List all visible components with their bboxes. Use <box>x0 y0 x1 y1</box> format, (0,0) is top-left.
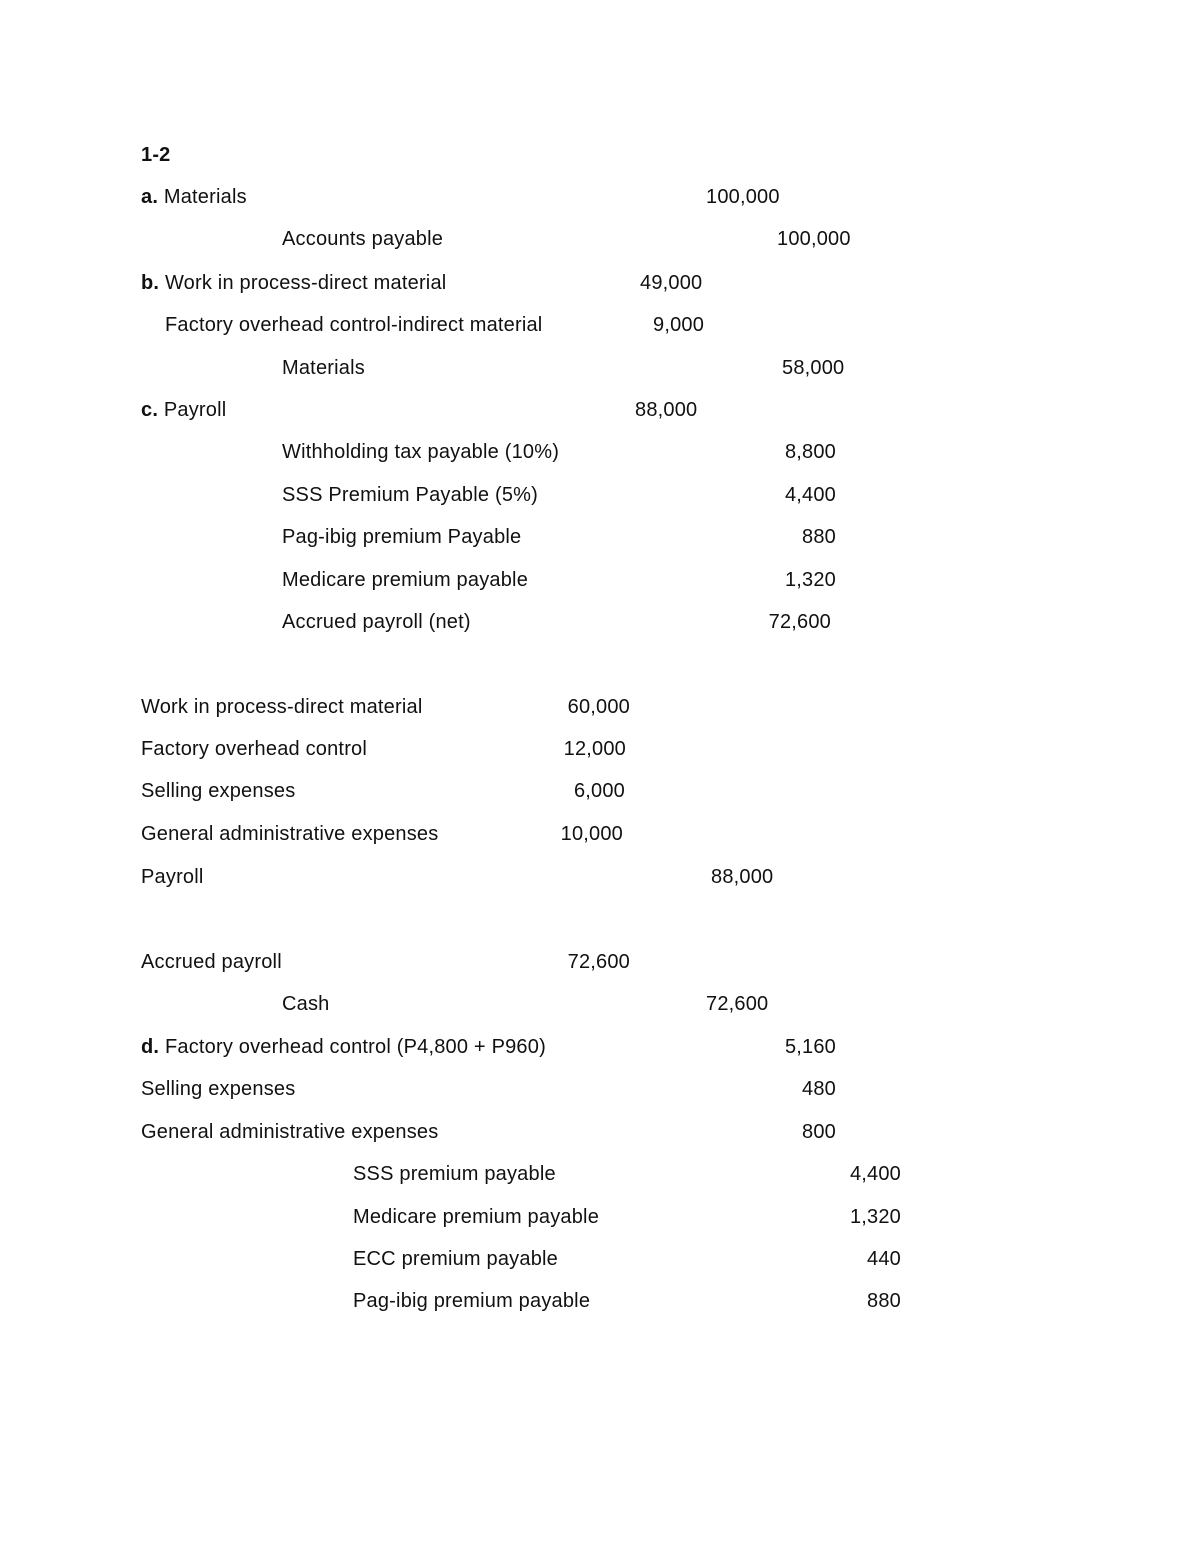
problem-number: 1-2 <box>141 144 171 166</box>
distribution-debit-amount: 6,000 <box>573 780 625 802</box>
entry-a-credit-amount: 100,000 <box>777 228 851 250</box>
entry-a-debit-line <box>141 185 247 209</box>
entry-c-credit-account: Medicare premium payable <box>282 569 529 591</box>
entry-d-credit-amount: 880 <box>867 1290 901 1312</box>
payment-credit-amount: 72,600 <box>706 993 769 1015</box>
distribution-credit-amount: 88,000 <box>711 866 774 888</box>
distribution-debit-account: Factory overhead control <box>141 738 368 760</box>
entry-c-credit-account: Accrued payroll (net) <box>282 611 471 633</box>
entry-c-debit-line <box>141 398 226 422</box>
entry-c-credit-amount: 72,600 <box>768 611 831 633</box>
payment-debit-account: Accrued payroll <box>141 951 282 973</box>
entry-d-credit-account: Medicare premium payable <box>353 1206 600 1228</box>
entry-c-credit-account: Pag-ibig premium Payable <box>282 526 522 548</box>
entry-b-credit-amount: 58,000 <box>782 357 845 379</box>
entry-c-credit-amount: 1,320 <box>784 569 836 591</box>
distribution-credit-account: Payroll <box>141 866 204 888</box>
entry-d-debit3-amount: 800 <box>802 1121 836 1143</box>
entry-a-marker: a. <box>141 186 159 208</box>
distribution-debit-account: Selling expenses <box>141 780 296 802</box>
distribution-debit-amount: 10,000 <box>560 823 623 845</box>
entry-d-credit-amount: 4,400 <box>849 1163 901 1185</box>
distribution-debit-amount: 60,000 <box>567 696 630 718</box>
entry-d-credit-account: Pag-ibig premium payable <box>353 1290 591 1312</box>
distribution-debit-account: Work in process-direct material <box>141 696 423 718</box>
entry-d-credit-account: ECC premium payable <box>353 1248 558 1270</box>
entry-b-debit1-amount: 49,000 <box>640 272 703 294</box>
entry-d-debit1-account: Factory overhead control (P4,800 + P960) <box>164 1036 546 1058</box>
entry-d-credit-amount: 440 <box>867 1248 901 1270</box>
entry-c-marker: c. <box>141 399 159 421</box>
entry-a-debit-amount: 100,000 <box>706 186 780 208</box>
entry-d-debit2-account: Selling expenses <box>141 1078 296 1100</box>
entry-c-credit-account: SSS Premium Payable (5%) <box>282 484 539 506</box>
entry-b-debit1-account: Work in process-direct material <box>164 272 447 294</box>
entry-c-credit-amount: 880 <box>802 526 836 548</box>
entry-c-debit-account: Payroll <box>163 399 227 421</box>
entry-b-marker: b. <box>141 272 160 294</box>
distribution-debit-account: General administrative expenses <box>141 823 439 845</box>
entry-d-credit-amount: 1,320 <box>849 1206 901 1228</box>
payment-debit-amount: 72,600 <box>567 951 630 973</box>
entry-d-debit1-amount: 5,160 <box>784 1036 836 1058</box>
entry-b-debit1-line <box>141 271 446 295</box>
entry-b-credit-account: Materials <box>282 357 365 379</box>
entry-d-debit3-account: General administrative expenses <box>141 1121 439 1143</box>
entry-d-debit1-line <box>141 1035 546 1059</box>
entry-c-debit-amount: 88,000 <box>635 399 698 421</box>
entry-a-credit-account: Accounts payable <box>282 228 444 250</box>
entry-a-debit-account: Materials <box>163 186 247 208</box>
entry-c-credit-amount: 4,400 <box>784 484 836 506</box>
payment-credit-account: Cash <box>282 993 330 1015</box>
entry-d-credit-account: SSS premium payable <box>353 1163 556 1185</box>
entry-d-debit2-amount: 480 <box>802 1078 836 1100</box>
entry-d-marker: d. <box>141 1036 160 1058</box>
entry-c-credit-account: Withholding tax payable (10%) <box>282 441 560 463</box>
entry-c-credit-amount: 8,800 <box>784 441 836 463</box>
entry-b-debit2-account: Factory overhead control-indirect material <box>165 314 543 336</box>
entry-b-debit2-amount: 9,000 <box>653 314 705 336</box>
distribution-debit-amount: 12,000 <box>563 738 626 760</box>
